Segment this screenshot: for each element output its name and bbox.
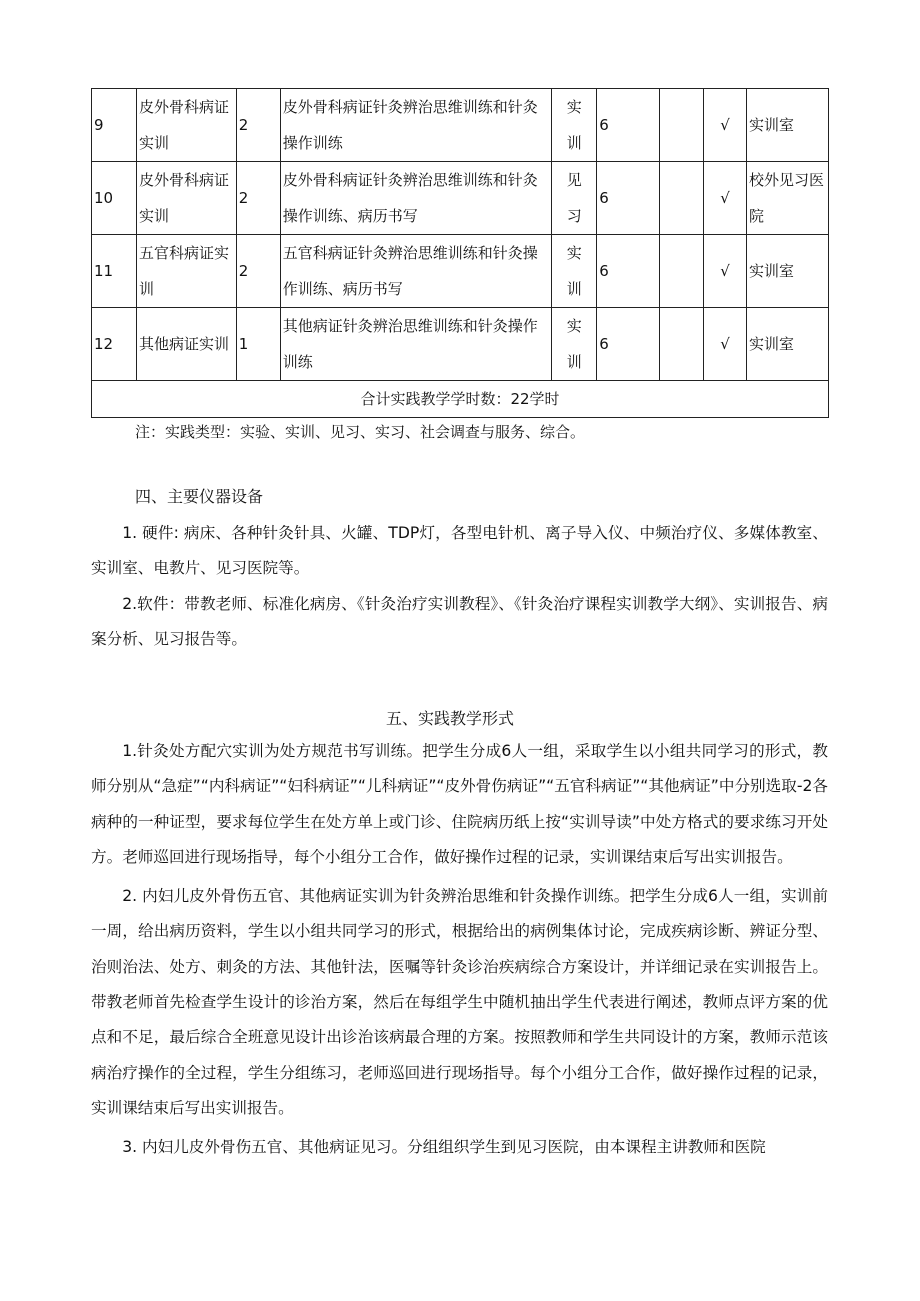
cell-name: 皮外骨科病证实训 <box>136 162 236 235</box>
cell-col7 <box>660 162 704 235</box>
cell-no: 9 <box>92 89 137 162</box>
paragraph: 2.软件：带教老师、标准化病房、《针灸治疗实训教程》、《针灸治疗课程实训教学大纲》、实训报告、病案分析、见习报告等。 <box>91 594 828 648</box>
cell-group: 6 <box>597 308 660 381</box>
cell-check: √ <box>704 308 747 381</box>
cell-check: √ <box>704 235 747 308</box>
cell-no: 12 <box>92 308 137 381</box>
cell-col7 <box>660 308 704 381</box>
section5-heading: 五、实践教学形式 <box>386 709 515 728</box>
table-row <box>92 162 829 235</box>
paragraph: 1. 硬件: 病床、各种针灸针具、火罐、TDP灯，各型电针机、离子导入仪、中频治疗仪、多媒体教室、实训室、电教片、见习医院等。 <box>91 524 828 578</box>
cell-content: 五官科病证针灸辨治思维训练和针灸操作训练、病历书写 <box>280 235 552 308</box>
cell-check: √ <box>704 89 747 162</box>
cell-group: 6 <box>597 235 660 308</box>
cell-type: 实训 <box>552 308 597 381</box>
cell-content: 皮外骨科病证针灸辨治思维训练和针灸操作训练、病历书写 <box>280 162 552 235</box>
table-row <box>92 235 829 308</box>
section5-body <box>91 734 828 1166</box>
practice-table <box>91 88 829 418</box>
cell-hours: 1 <box>236 308 280 381</box>
cell-hours: 2 <box>236 235 280 308</box>
paragraph: 1.针灸处方配穴实训为处方规范书写训练。把学生分成6人一组，采取学生以小组共同学习的形式，教师分别从“急症”“内科病证”“妇科病证”“儿科病证”“皮外骨伤病证”“五官科病证”“其他病证”中分别选取-2各病种的一种证型，要求每位学生在处方单上或门诊、住院病历纸上按“实训导读”中处方格式的要求练习开处方。老师巡回进行现场指导，每个小组分工合作，做好操作过程的记录，实训课结束后写出实训报告。 <box>91 742 828 866</box>
cell-place: 实训室 <box>747 235 829 308</box>
cell-check: √ <box>704 162 747 235</box>
cell-group: 6 <box>597 162 660 235</box>
section4-heading: 四、主要仪器设备 <box>135 487 264 506</box>
cell-group: 6 <box>597 89 660 162</box>
cell-no: 10 <box>92 162 137 235</box>
paragraph: 3. 内妇儿皮外骨伤五官、其他病证见习。分组组织学生到见习医院，由本课程主讲教师和医院 <box>122 1138 766 1157</box>
cell-name: 五官科病证实训 <box>136 235 236 308</box>
table-total: 合计实践教学学时数：22学时 <box>92 381 829 418</box>
cell-content: 皮外骨科病证针灸辨治思维训练和针灸操作训练 <box>280 89 552 162</box>
cell-type: 实训 <box>552 235 597 308</box>
cell-col7 <box>660 89 704 162</box>
table-row <box>92 308 829 381</box>
table-row <box>92 89 829 162</box>
cell-place: 实训室 <box>747 308 829 381</box>
cell-place: 实训室 <box>747 89 829 162</box>
cell-content: 其他病证针灸辨治思维训练和针灸操作训练 <box>280 308 552 381</box>
cell-type: 实训 <box>552 89 597 162</box>
paragraph: 2. 内妇儿皮外骨伤五官、其他病证实训为针灸辨治思维和针灸操作训练。把学生分成6人一组，实训前一周，给出病历资料，学生以小组共同学习的形式，根据给出的病例集体讨论，完成疾病诊断、辨证分型、治则治法、处方、刺灸的方法、其他针法，医嘱等针灸诊治疾病综合方案设计，并详细记录在实训报告上。带教老师首先检查学生设计的诊治方案，然后在每组学生中随机抽出学生代表进行阐述，教师点评方案的优点和不足，最后综合全班意见设计出诊治该病最合理的方案。按照教师和学生共同设计的方案，教师示范该病治疗操作的全过程，学生分组练习，老师巡回进行现场指导。每个小组分工合作，做好操作过程的记录，实训课结束后写出实训报告。 <box>91 887 828 1117</box>
cell-place: 校外见习医院 <box>747 162 829 235</box>
cell-type: 见习 <box>552 162 597 235</box>
cell-hours: 2 <box>236 89 280 162</box>
cell-hours: 2 <box>236 162 280 235</box>
section4-body <box>91 516 828 657</box>
cell-col7 <box>660 235 704 308</box>
cell-no: 11 <box>92 235 137 308</box>
cell-name: 其他病证实训 <box>136 308 236 381</box>
table-note: 注：实践类型：实验、实训、见习、实习、社会调查与服务、综合。 <box>135 423 586 441</box>
cell-name: 皮外骨科病证实训 <box>136 89 236 162</box>
